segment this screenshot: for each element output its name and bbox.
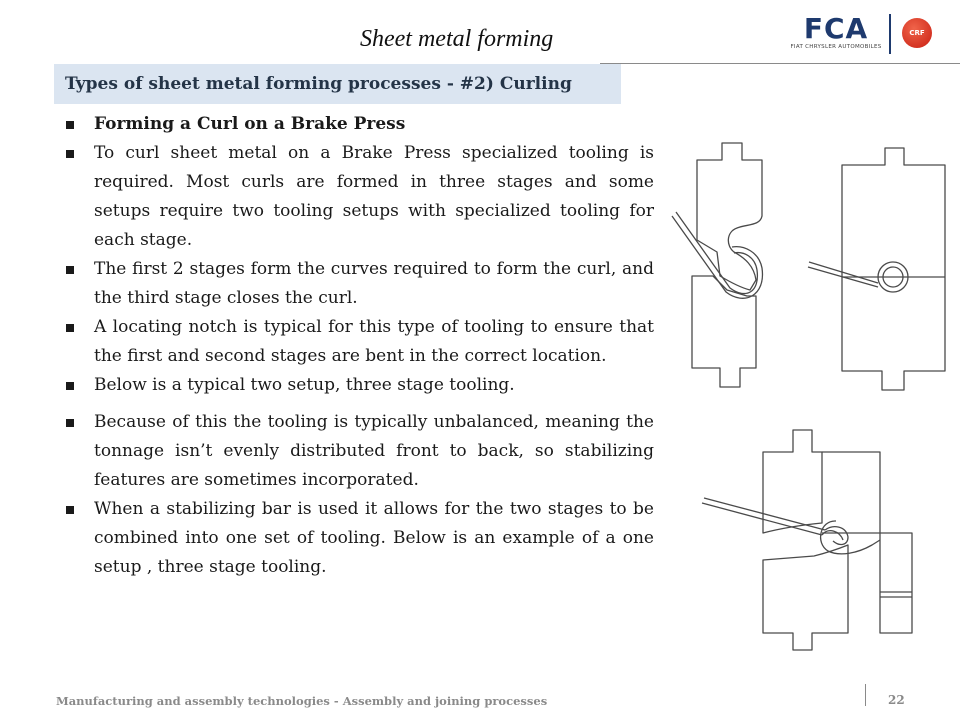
bullet-item: When a stabilizing bar is used it allows for the two stages to be combined into one set of tooling. Below is an example of a one setup , three stage tooling. — [62, 495, 654, 582]
footer-course-title: Manufacturing and assembly technologies - Assembly and joining processes — [56, 694, 548, 708]
bullet-item: Below is a typical two setup, three stage tooling. — [62, 371, 654, 400]
curl-tooling-diagram-stage-3 — [808, 148, 945, 390]
bullet-item: To curl sheet metal on a Brake Press specialized tooling is required. Most curls are formed in three stages and some setups require two tooling setups with specialized tooling for each stage. — [62, 139, 654, 255]
slide-title: Sheet metal forming — [360, 26, 554, 52]
curl-tooling-diagram-one-setup — [702, 430, 912, 650]
bullet-item: Because of this the tooling is typically unbalanced, meaning the tonnage isn’t evenly distributed front to back, so stabilizing features are sometimes incorporated. — [62, 408, 654, 495]
fca-logo-text: FCA — [803, 12, 869, 45]
fca-logo-subtext: FIAT CHRYSLER AUTOMOBILES — [790, 44, 882, 50]
bullet-item: The first 2 stages form the curves required to form the curl, and the third stage closes the curl. — [62, 255, 654, 313]
curl-tooling-diagram-stage-1 — [672, 143, 762, 387]
bullet-item: Forming a Curl on a Brake Press — [62, 110, 654, 139]
section-subtitle: Types of sheet metal forming processes - #2) Curling — [54, 64, 621, 104]
crf-logo: CRF — [902, 18, 932, 48]
bullet-item: A locating notch is typical for this type of tooling to ensure that the first and second stages are bent in the correct location. — [62, 313, 654, 371]
footer-separator — [865, 684, 866, 706]
page-number: 22 — [888, 693, 905, 707]
